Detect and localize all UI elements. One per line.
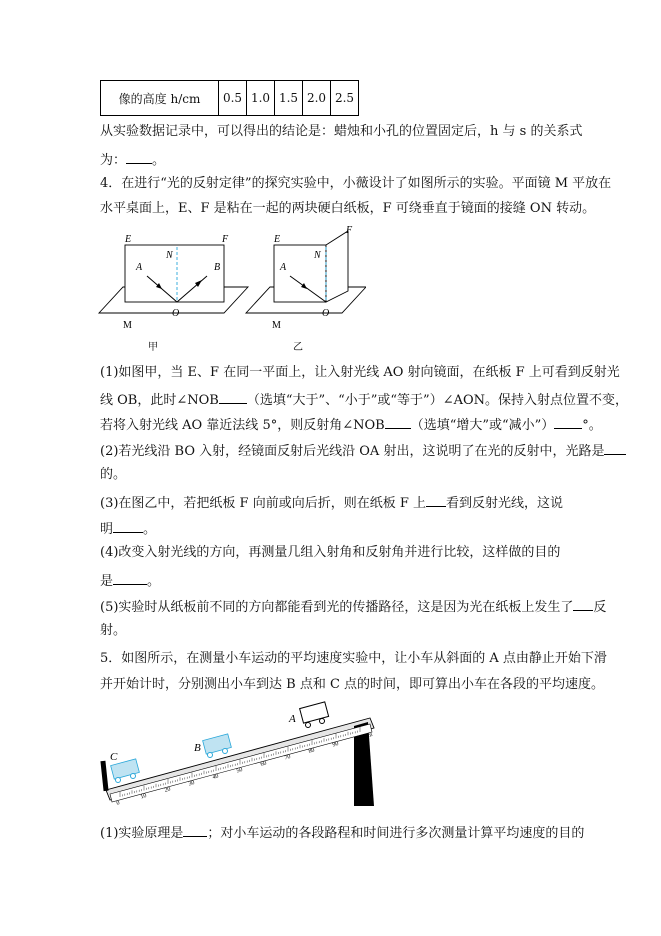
- q4-intro-line1: 4．在进行“光的反射定律”的探究实验中，小薇设计了如图所示的实验。平面镜 M 平放在: [100, 176, 612, 191]
- answer-blank[interactable]: [113, 518, 143, 533]
- q4-p3-line1: [100, 492, 563, 513]
- text-span: (3)在图乙中，若把纸板 F 向前或向后折，则在纸板 F 上: [100, 496, 426, 511]
- ruler-tick-label: 40: [211, 773, 220, 781]
- ruler-tick-label: 100cm: [355, 731, 374, 742]
- text-span: 明: [100, 522, 114, 537]
- table-cell: 1.0: [247, 81, 275, 116]
- figure-caption: 甲: [148, 342, 158, 353]
- wheel-icon: [306, 723, 311, 728]
- answer-blank[interactable]: [126, 149, 152, 164]
- text-span: °。: [582, 418, 602, 433]
- answer-blank[interactable]: [385, 414, 411, 429]
- ruler-tick-label: 20: [163, 786, 172, 794]
- text-span: 若将入射光线 AO 靠近法线 5°，则反射角∠NOB: [100, 418, 385, 433]
- q4-p1-line2: [100, 389, 628, 410]
- q3-conclusion-line1: 从实验数据记录中，可以得出的结论是：蜡烛和小孔的位置固定后，h 与 s 的关系式: [100, 124, 583, 139]
- label-N: N: [166, 250, 173, 261]
- q3-suffix: 。: [152, 153, 166, 168]
- end-stop: [100, 761, 108, 791]
- answer-blank[interactable]: [183, 822, 207, 837]
- label-F: F: [346, 225, 353, 236]
- text-span: 线 OB，此时∠NOB: [100, 393, 219, 408]
- q4-p2-line2: 的。: [100, 467, 127, 482]
- incline-figure: [98, 698, 378, 810]
- text-span: (5)实验时从纸板前不同的方向都能看到光的传播路径，这是因为光在纸板上发生了: [100, 600, 574, 615]
- q5-intro-line1: 5．如图所示，在测量小车运动的平均速度实验中，让小车从斜面的 A 点由静止开始下滑: [100, 651, 607, 666]
- label-E: E: [125, 234, 132, 245]
- text-span: （选填“增大”或“减小”）: [410, 418, 555, 433]
- ruler-tick-label: 10: [139, 793, 148, 801]
- text-span: 看到反射光线，这说: [445, 496, 563, 511]
- label-C: C: [110, 751, 118, 763]
- reflection-figures: [96, 225, 366, 360]
- q4-p2-line1: [100, 440, 626, 461]
- label-F: F: [222, 234, 229, 245]
- q4-p5-line2: 射。: [100, 623, 127, 638]
- answer-blank[interactable]: [554, 414, 582, 429]
- ruler-tick-label: 60: [259, 760, 268, 768]
- ruler-tick-label: 0: [115, 800, 121, 807]
- wheel-icon: [116, 778, 121, 783]
- ruler: [110, 724, 372, 802]
- text-span: （选填“大于”、“小于”或“等于”）∠AON。保持入射点位置不变，: [246, 393, 629, 408]
- label-B: B: [214, 262, 221, 273]
- label-N: N: [314, 250, 321, 261]
- ruler-tick-label: 30: [187, 780, 196, 788]
- paper-board: [125, 245, 224, 302]
- q3-conclusion-line2: [100, 149, 165, 170]
- q4-p4-line1: (4)改变入射光线的方向，再测量几组入射角和反射角并进行比较，这样做的目的: [100, 545, 561, 560]
- text-span: 反: [593, 600, 607, 615]
- text-span: ；对小车运动的各段路程和时间进行多次测量计算平均速度的目的: [207, 826, 585, 841]
- label-O: O: [172, 308, 180, 319]
- answer-blank[interactable]: [604, 440, 626, 455]
- figure-caption: 乙: [293, 342, 303, 353]
- q4-intro-line2: 水平桌面上，E、F 是粘在一起的两块硬白纸板，F 可绕垂直于镜面的接缝 ON 转动。: [100, 201, 596, 216]
- table-cell: 1.5: [275, 81, 303, 116]
- ruler-tick-label: 50: [235, 767, 244, 775]
- label-O: O: [322, 308, 330, 319]
- ruler-tick-label: 80: [307, 747, 316, 755]
- wheel-icon: [223, 749, 228, 754]
- label-M: M: [123, 320, 132, 331]
- wheel-icon: [131, 774, 136, 779]
- q4-p5-line1: [100, 596, 606, 617]
- q4-p3-line2: [100, 518, 156, 539]
- paper-board-F: [326, 231, 348, 302]
- answer-blank[interactable]: [573, 596, 593, 611]
- q5-intro-line2: 并开始计时，分别测出小车到达 B 点和 C 点的时间，即可算出小车在各段的平均速度。: [100, 677, 605, 692]
- answer-blank[interactable]: [113, 570, 147, 585]
- table-cell: 2.0: [303, 81, 331, 116]
- cart-A: [300, 702, 329, 728]
- q5-p1-line: [100, 822, 584, 843]
- figure-yi: [246, 225, 366, 353]
- wheel-icon: [208, 753, 213, 758]
- label-A: A: [289, 713, 296, 725]
- q4-p1-line1: (1)如图甲，当 E、F 在同一平面上，让入射光线 AO 射向镜面，在纸板 F 上可看到反射光: [100, 365, 620, 380]
- answer-blank[interactable]: [219, 389, 247, 404]
- q3-prefix: 为：: [100, 153, 127, 168]
- label-E: E: [274, 234, 281, 245]
- table-cell: 2.5: [331, 81, 359, 116]
- text-span: (1)实验原理是: [100, 826, 184, 841]
- text-span: 。: [143, 522, 157, 537]
- label-A: A: [280, 262, 287, 273]
- wheel-icon: [320, 719, 325, 724]
- ruler-tick-label: 70: [283, 754, 292, 762]
- table-header-cell: 像的高度 h/cm: [101, 81, 219, 116]
- text-span: 。: [147, 574, 161, 589]
- table-cell: 0.5: [219, 81, 247, 116]
- q4-p1-line3: [100, 414, 602, 435]
- q4-p4-line2: [100, 570, 160, 591]
- label-M: M: [272, 320, 281, 331]
- cart-B: [203, 734, 232, 758]
- label-B: B: [194, 742, 201, 754]
- figure-jia: [99, 234, 248, 353]
- table-row: [101, 81, 359, 116]
- label-A: A: [136, 262, 143, 273]
- text-span: (2)若光线沿 BO 入射，经镜面反射后光线沿 OA 射出，这说明了在光的反射中，光路是: [100, 444, 605, 459]
- text-span: 是: [100, 574, 114, 589]
- ruler-tick-label: 90: [331, 741, 340, 749]
- answer-blank[interactable]: [426, 492, 446, 507]
- data-table: [100, 80, 359, 116]
